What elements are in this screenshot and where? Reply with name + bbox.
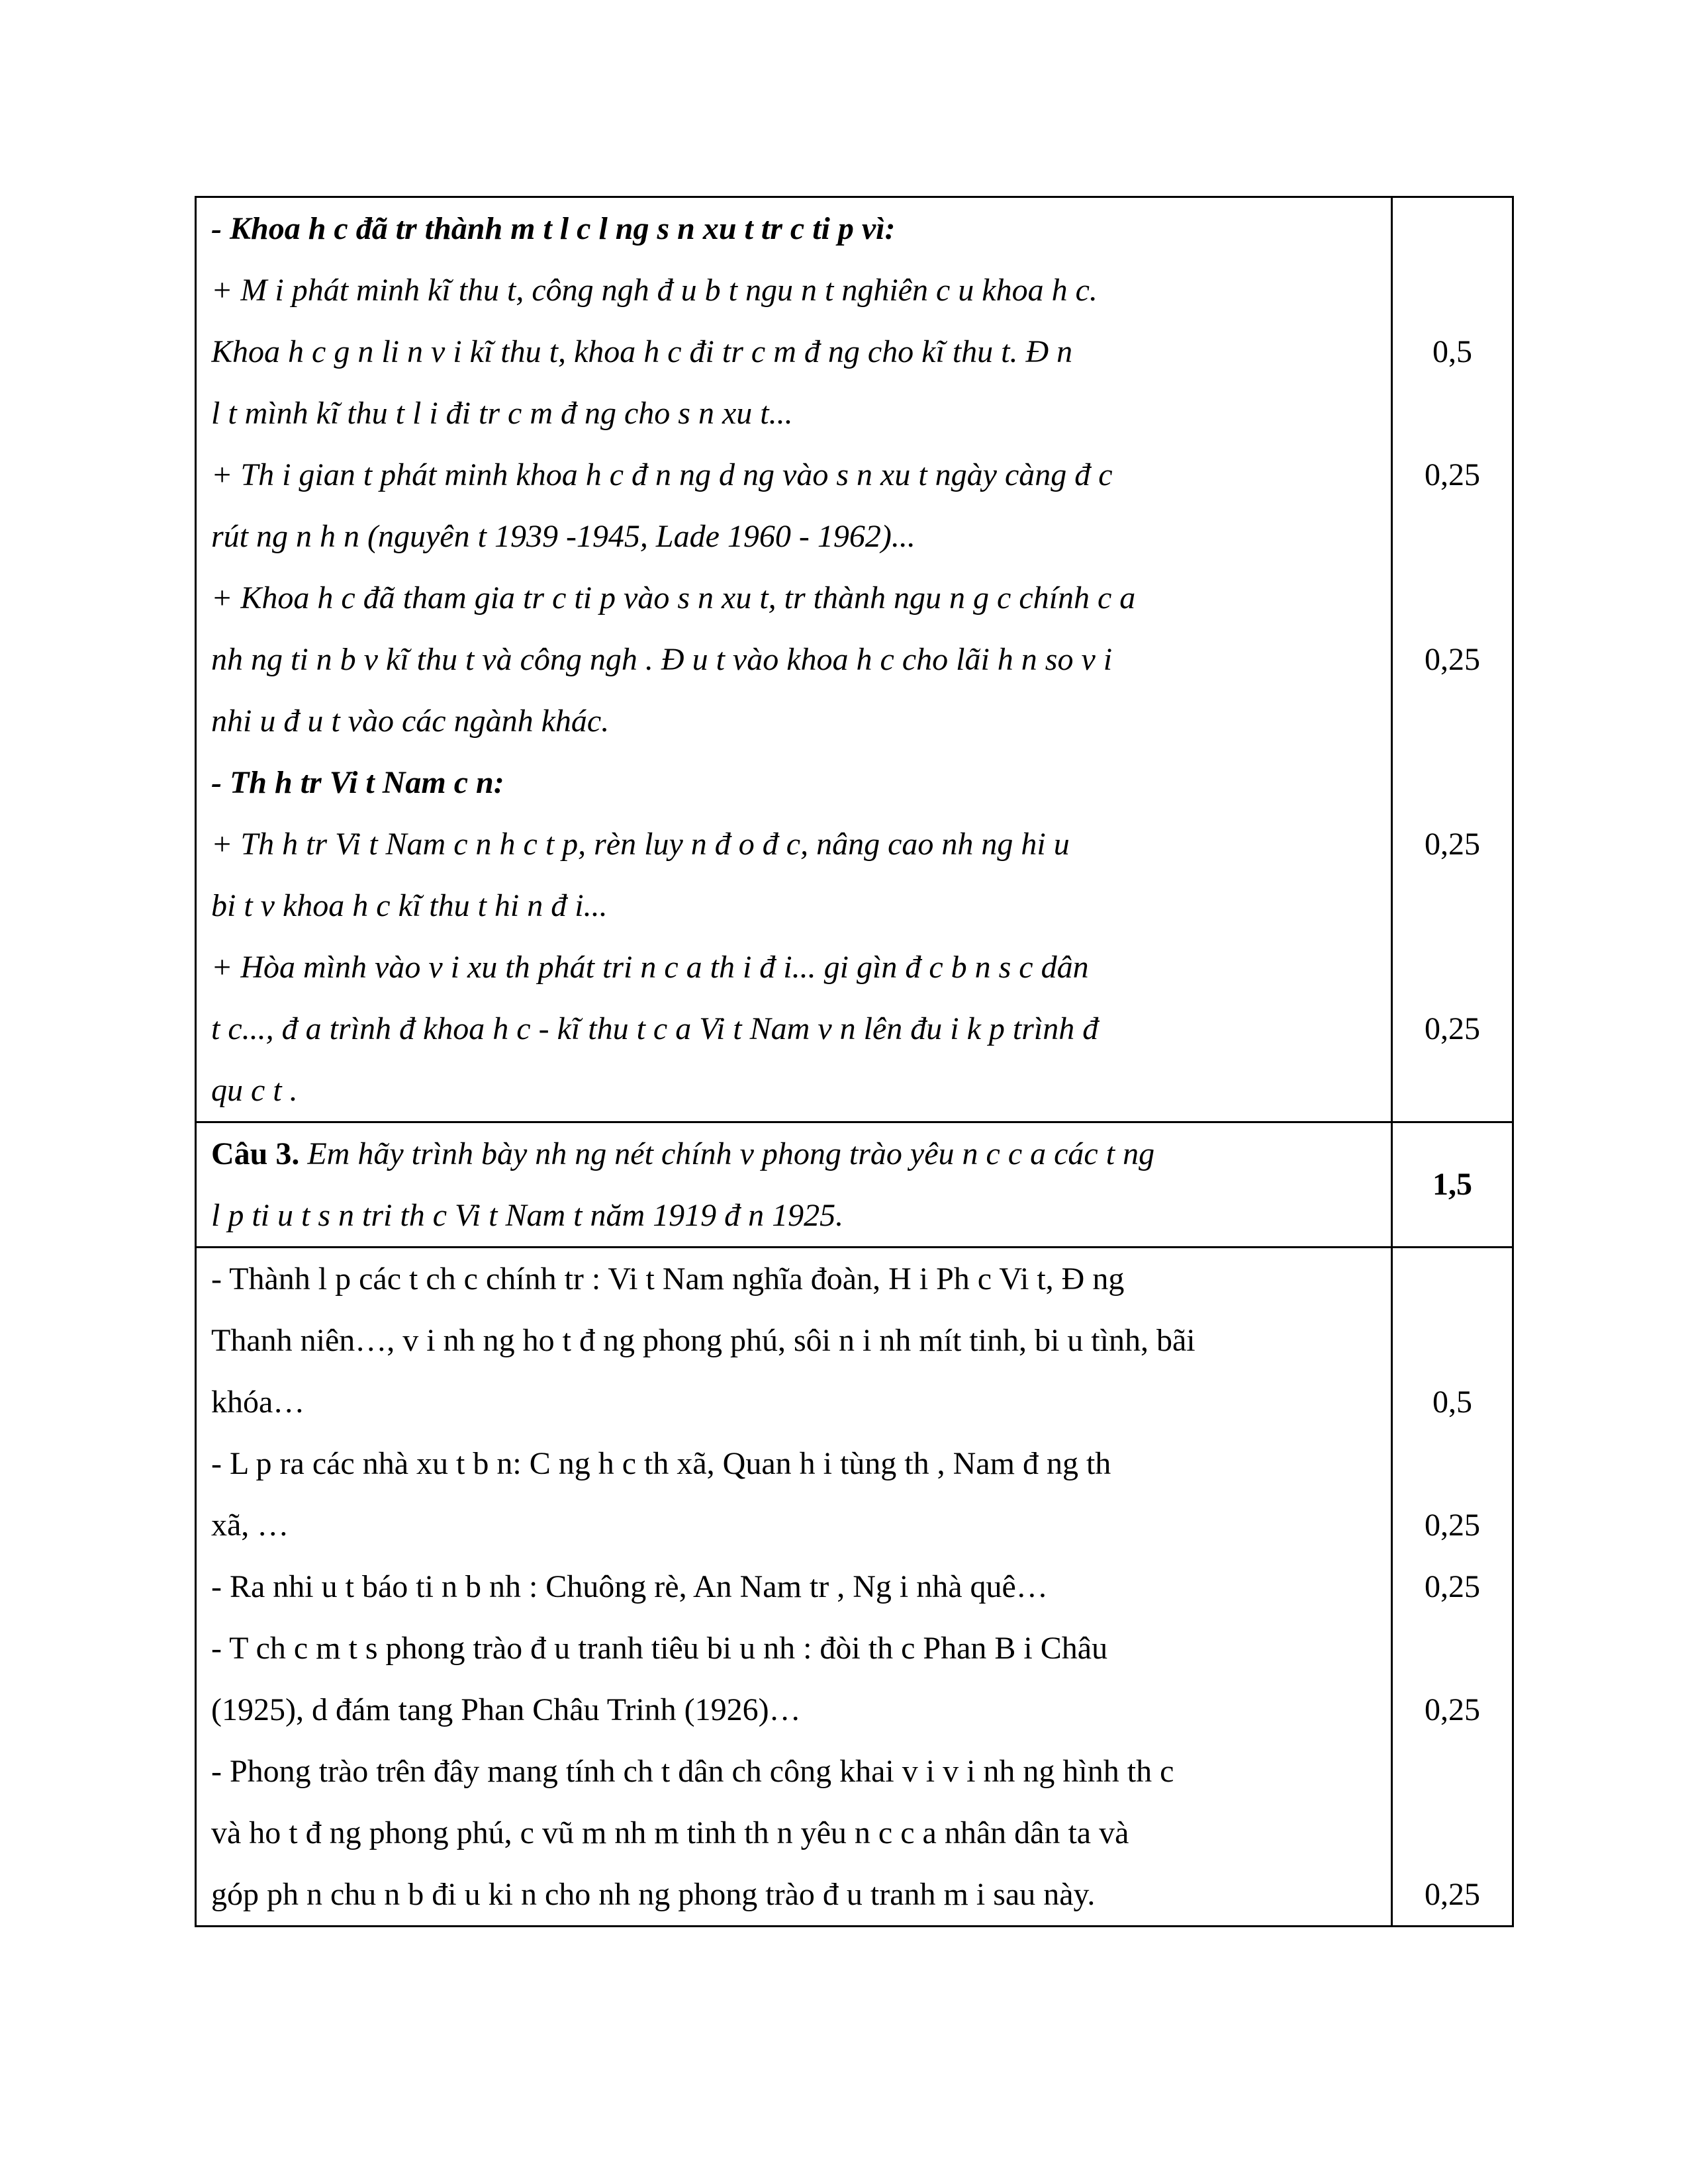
answer-line: nhi u đ u t vào các ngành khác. — [211, 704, 610, 739]
answer-line: + Khoa h c đã tham gia tr c ti p vào s n xu t, tr thành ngu n g c chính c a — [211, 580, 1136, 615]
question-line-1 — [211, 1123, 1376, 1185]
section-row-movement — [196, 1248, 1513, 1927]
question-label: Câu 3. — [211, 1136, 300, 1171]
section-row-science — [196, 197, 1513, 1122]
answer-lines — [211, 1248, 1376, 1925]
answer-line: rút ng n h n (nguyên t 1939 -1945, Lade 1960 - 1962)... — [211, 519, 915, 554]
answer-lines — [211, 198, 1376, 1121]
answer-line: + M i phát minh kĩ thu t, công ngh đ u b t ngu n t nghiên c u khoa h c. — [211, 273, 1098, 308]
score-value: 0,25 — [1425, 1011, 1480, 1046]
question-row — [196, 1122, 1513, 1248]
answer-line: + Hòa mình vào v i xu th phát tri n c a th i đ i... gi gìn đ c b n s c dân — [211, 950, 1089, 985]
score-value: 0,25 — [1425, 1877, 1480, 1912]
score-value: 0,25 — [1425, 827, 1480, 862]
question-score-cell — [1392, 1122, 1513, 1248]
question-line-2: l p ti u t s n tri th c Vi t Nam t năm 1919 đ n 1925. — [211, 1198, 844, 1233]
answer-line: góp ph n chu n b đi u ki n cho nh ng phong trào đ u tranh m i sau này. — [211, 1877, 1096, 1912]
answer-line: - L p ra các nhà xu t b n: C ng h c th xã, Quan h i tùng th , Nam đ ng th — [211, 1446, 1111, 1481]
score-column — [1393, 198, 1512, 1121]
answer-line: l t mình kĩ thu t l i đi tr c m đ ng cho s n xu t... — [211, 396, 793, 431]
answer-line: khóa… — [211, 1385, 305, 1420]
answer-line: nh ng ti n b v kĩ thu t và công ngh . Đ u t vào khoa h c cho lãi h n so v i — [211, 642, 1113, 677]
answer-line: - T ch c m t s phong trào đ u tranh tiêu bi u nh : đòi th c Phan B i Châu — [211, 1631, 1108, 1666]
answer-line: + Th i gian t phát minh khoa h c đ n ng d ng vào s n xu t ngày càng đ c — [211, 457, 1113, 492]
score-value: 0,25 — [1425, 1569, 1480, 1604]
score-column — [1393, 1248, 1512, 1925]
answer-line: bi t v khoa h c kĩ thu t hi n đ i... — [211, 888, 608, 923]
answer-line: + Th h tr Vi t Nam c n h c t p, rèn luy n đ o đ c, nâng cao nh ng hi u — [211, 827, 1070, 862]
answer-line: xã, … — [211, 1508, 289, 1543]
score-value: 0,5 — [1432, 1385, 1472, 1420]
answer-line: - Ra nhi u t báo ti n b nh : Chuông rè, An Nam tr , Ng i nhà quê… — [211, 1569, 1048, 1604]
score-value: 0,25 — [1425, 1692, 1480, 1727]
question-cell — [196, 1122, 1392, 1248]
answer-line: - Th h tr Vi t Nam c n: — [211, 765, 504, 800]
answer-line: - Phong trào trên đây mang tính ch t dân ch công khai v i v i nh ng hình th c — [211, 1754, 1174, 1789]
answer-line: - Thành l p các t ch c chính tr : Vi t Nam nghĩa đoàn, H i Ph c Vi t, Đ ng — [211, 1261, 1125, 1297]
question-text-1: Em hãy trình bày nh ng nét chính v phong trào yêu n c c a các t ng — [299, 1136, 1155, 1171]
question-score-wrap — [1393, 1123, 1512, 1246]
answer-line: (1925), d đám tang Phan Châu Trinh (1926)… — [211, 1692, 801, 1727]
answer-line: - Khoa h c đã tr thành m t l c l ng s n xu t tr c ti p vì: — [211, 211, 896, 246]
score-value: 0,25 — [1425, 642, 1480, 677]
score-value: 0,25 — [1425, 457, 1480, 492]
answer-line: Thanh niên…, v i nh ng ho t đ ng phong phú, sôi n i nh mít tinh, bi u tình, bãi — [211, 1323, 1196, 1358]
answer-key-table — [195, 196, 1514, 1927]
score-value: 0,5 — [1432, 334, 1472, 369]
score-cell — [1392, 1248, 1513, 1927]
answer-content-cell — [196, 1248, 1392, 1927]
question-score: 1,5 — [1432, 1167, 1472, 1202]
score-value: 0,25 — [1425, 1508, 1480, 1543]
answer-line: và ho t đ ng phong phú, c vũ m nh m tinh th n yêu n c c a nhân dân ta và — [211, 1815, 1129, 1850]
answer-content-cell — [196, 197, 1392, 1122]
answer-line: qu c t . — [211, 1073, 298, 1108]
answer-line: t c..., đ a trình đ khoa h c - kĩ thu t c a Vi t Nam v n lên đu i k p trình đ — [211, 1011, 1099, 1046]
score-cell — [1392, 197, 1513, 1122]
answer-line: Khoa h c g n li n v i kĩ thu t, khoa h c đi tr c m đ ng cho kĩ thu t. Đ n — [211, 334, 1073, 369]
